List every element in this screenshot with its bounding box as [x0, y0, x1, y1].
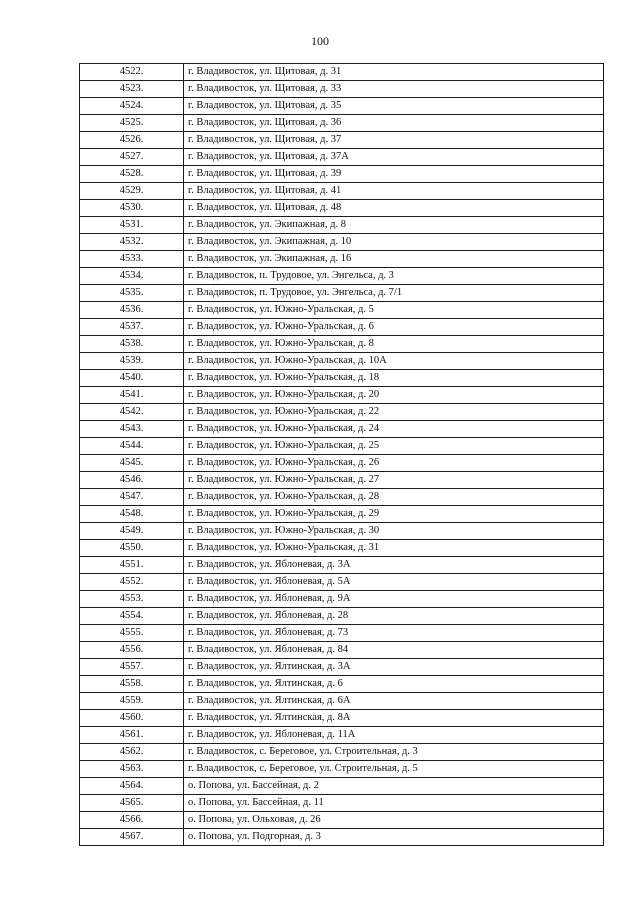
row-number-cell: 4551. — [80, 557, 184, 574]
table-row — [80, 234, 604, 251]
address-cell: г. Владивосток, ул. Щитовая, д. 35 — [184, 98, 604, 115]
table-row — [80, 642, 604, 659]
table-row — [80, 591, 604, 608]
address-cell: г. Владивосток, ул. Щитовая, д. 31 — [184, 64, 604, 81]
address-cell: г. Владивосток, ул. Экипажная, д. 8 — [184, 217, 604, 234]
table-row — [80, 608, 604, 625]
address-cell: г. Владивосток, ул. Южно-Уральская, д. 18 — [184, 370, 604, 387]
address-cell: г. Владивосток, ул. Южно-Уральская, д. 20 — [184, 387, 604, 404]
row-number-cell: 4547. — [80, 489, 184, 506]
row-number-cell: 4535. — [80, 285, 184, 302]
row-number-cell: 4534. — [80, 268, 184, 285]
table-row — [80, 795, 604, 812]
row-number-cell: 4537. — [80, 319, 184, 336]
table-row — [80, 200, 604, 217]
table-row — [80, 455, 604, 472]
address-cell: г. Владивосток, ул. Яблоневая, д. 73 — [184, 625, 604, 642]
table-row — [80, 319, 604, 336]
row-number-cell: 4558. — [80, 676, 184, 693]
table-row — [80, 438, 604, 455]
page-number: 100 — [311, 34, 329, 48]
address-cell: о. Попова, ул. Подгорная, д. 3 — [184, 829, 604, 846]
address-cell: г. Владивосток, ул. Щитовая, д. 48 — [184, 200, 604, 217]
table-row — [80, 132, 604, 149]
table-row — [80, 404, 604, 421]
address-table — [79, 63, 604, 846]
row-number-cell: 4542. — [80, 404, 184, 421]
address-cell: г. Владивосток, ул. Южно-Уральская, д. 29 — [184, 506, 604, 523]
table-row — [80, 251, 604, 268]
address-cell: г. Владивосток, ул. Щитовая, д. 37 — [184, 132, 604, 149]
row-number-cell: 4538. — [80, 336, 184, 353]
address-cell: г. Владивосток, ул. Ялтинская, д. 3А — [184, 659, 604, 676]
table-row — [80, 625, 604, 642]
address-cell: г. Владивосток, ул. Южно-Уральская, д. 22 — [184, 404, 604, 421]
table-row — [80, 98, 604, 115]
table-row — [80, 166, 604, 183]
address-cell: г. Владивосток, ул. Яблоневая, д. 3А — [184, 557, 604, 574]
table-row — [80, 489, 604, 506]
row-number-cell: 4543. — [80, 421, 184, 438]
row-number-cell: 4562. — [80, 744, 184, 761]
table-row — [80, 64, 604, 81]
address-cell: г. Владивосток, ул. Южно-Уральская, д. 27 — [184, 472, 604, 489]
table-row — [80, 336, 604, 353]
address-cell: г. Владивосток, ул. Щитовая, д. 33 — [184, 81, 604, 98]
table-row — [80, 217, 604, 234]
row-number-cell: 4561. — [80, 727, 184, 744]
row-number-cell: 4536. — [80, 302, 184, 319]
row-number-cell: 4559. — [80, 693, 184, 710]
row-number-cell: 4563. — [80, 761, 184, 778]
address-cell: г. Владивосток, ул. Щитовая, д. 37А — [184, 149, 604, 166]
row-number-cell: 4529. — [80, 183, 184, 200]
table-row — [80, 727, 604, 744]
row-number-cell: 4524. — [80, 98, 184, 115]
table-row — [80, 115, 604, 132]
table-row — [80, 183, 604, 200]
table-row — [80, 540, 604, 557]
address-cell: г. Владивосток, ул. Ялтинская, д. 6А — [184, 693, 604, 710]
address-cell: г. Владивосток, ул. Яблоневая, д. 11А — [184, 727, 604, 744]
address-cell: г. Владивосток, п. Трудовое, ул. Энгельса, д. 7/1 — [184, 285, 604, 302]
table-row — [80, 778, 604, 795]
table-row — [80, 812, 604, 829]
address-cell: г. Владивосток, ул. Экипажная, д. 10 — [184, 234, 604, 251]
address-table-body — [80, 64, 604, 846]
row-number-cell: 4564. — [80, 778, 184, 795]
row-number-cell: 4522. — [80, 64, 184, 81]
address-cell: г. Владивосток, ул. Яблоневая, д. 9А — [184, 591, 604, 608]
table-row — [80, 761, 604, 778]
table-row — [80, 353, 604, 370]
address-cell: г. Владивосток, ул. Южно-Уральская, д. 26 — [184, 455, 604, 472]
table-row — [80, 472, 604, 489]
table-row — [80, 523, 604, 540]
row-number-cell: 4532. — [80, 234, 184, 251]
address-cell: г. Владивосток, ул. Южно-Уральская, д. 8 — [184, 336, 604, 353]
table-row — [80, 421, 604, 438]
address-cell: г. Владивосток, ул. Яблоневая, д. 28 — [184, 608, 604, 625]
address-cell: г. Владивосток, с. Береговое, ул. Строительная, д. 3 — [184, 744, 604, 761]
row-number-cell: 4548. — [80, 506, 184, 523]
row-number-cell: 4533. — [80, 251, 184, 268]
table-row — [80, 574, 604, 591]
row-number-cell: 4553. — [80, 591, 184, 608]
row-number-cell: 4545. — [80, 455, 184, 472]
row-number-cell: 4539. — [80, 353, 184, 370]
address-cell: г. Владивосток, ул. Южно-Уральская, д. 25 — [184, 438, 604, 455]
address-cell: г. Владивосток, ул. Экипажная, д. 16 — [184, 251, 604, 268]
table-row — [80, 693, 604, 710]
row-number-cell: 4546. — [80, 472, 184, 489]
address-cell: г. Владивосток, ул. Южно-Уральская, д. 6 — [184, 319, 604, 336]
table-row — [80, 710, 604, 727]
row-number-cell: 4530. — [80, 200, 184, 217]
address-cell: г. Владивосток, ул. Щитовая, д. 39 — [184, 166, 604, 183]
address-cell: о. Попова, ул. Бассейная, д. 2 — [184, 778, 604, 795]
table-row — [80, 285, 604, 302]
address-cell: г. Владивосток, ул. Щитовая, д. 41 — [184, 183, 604, 200]
address-cell: г. Владивосток, ул. Ялтинская, д. 8А — [184, 710, 604, 727]
address-cell: г. Владивосток, ул. Южно-Уральская, д. 31 — [184, 540, 604, 557]
address-cell: г. Владивосток, с. Береговое, ул. Строительная, д. 5 — [184, 761, 604, 778]
row-number-cell: 4554. — [80, 608, 184, 625]
table-row — [80, 676, 604, 693]
row-number-cell: 4567. — [80, 829, 184, 846]
address-cell: г. Владивосток, ул. Южно-Уральская, д. 30 — [184, 523, 604, 540]
row-number-cell: 4531. — [80, 217, 184, 234]
table-row — [80, 268, 604, 285]
address-cell: г. Владивосток, ул. Яблоневая, д. 84 — [184, 642, 604, 659]
row-number-cell: 4544. — [80, 438, 184, 455]
row-number-cell: 4549. — [80, 523, 184, 540]
address-cell: г. Владивосток, ул. Южно-Уральская, д. 28 — [184, 489, 604, 506]
row-number-cell: 4527. — [80, 149, 184, 166]
table-row — [80, 370, 604, 387]
row-number-cell: 4565. — [80, 795, 184, 812]
table-row — [80, 149, 604, 166]
row-number-cell: 4528. — [80, 166, 184, 183]
row-number-cell: 4541. — [80, 387, 184, 404]
address-cell: г. Владивосток, ул. Южно-Уральская, д. 5 — [184, 302, 604, 319]
address-cell: г. Владивосток, ул. Щитовая, д. 36 — [184, 115, 604, 132]
table-row — [80, 829, 604, 846]
row-number-cell: 4556. — [80, 642, 184, 659]
row-number-cell: 4523. — [80, 81, 184, 98]
row-number-cell: 4540. — [80, 370, 184, 387]
row-number-cell: 4550. — [80, 540, 184, 557]
table-row — [80, 659, 604, 676]
row-number-cell: 4525. — [80, 115, 184, 132]
table-row — [80, 387, 604, 404]
table-row — [80, 744, 604, 761]
table-row — [80, 81, 604, 98]
table-row — [80, 302, 604, 319]
address-cell: о. Попова, ул. Бассейная, д. 11 — [184, 795, 604, 812]
row-number-cell: 4552. — [80, 574, 184, 591]
address-cell: г. Владивосток, ул. Яблоневая, д. 5А — [184, 574, 604, 591]
row-number-cell: 4566. — [80, 812, 184, 829]
address-cell: г. Владивосток, ул. Южно-Уральская, д. 10А — [184, 353, 604, 370]
address-cell: о. Попова, ул. Ольховая, д. 26 — [184, 812, 604, 829]
table-row — [80, 557, 604, 574]
address-cell: г. Владивосток, п. Трудовое, ул. Энгельса, д. 3 — [184, 268, 604, 285]
row-number-cell: 4557. — [80, 659, 184, 676]
row-number-cell: 4560. — [80, 710, 184, 727]
row-number-cell: 4526. — [80, 132, 184, 149]
address-cell: г. Владивосток, ул. Ялтинская, д. 6 — [184, 676, 604, 693]
row-number-cell: 4555. — [80, 625, 184, 642]
address-cell: г. Владивосток, ул. Южно-Уральская, д. 24 — [184, 421, 604, 438]
table-row — [80, 506, 604, 523]
